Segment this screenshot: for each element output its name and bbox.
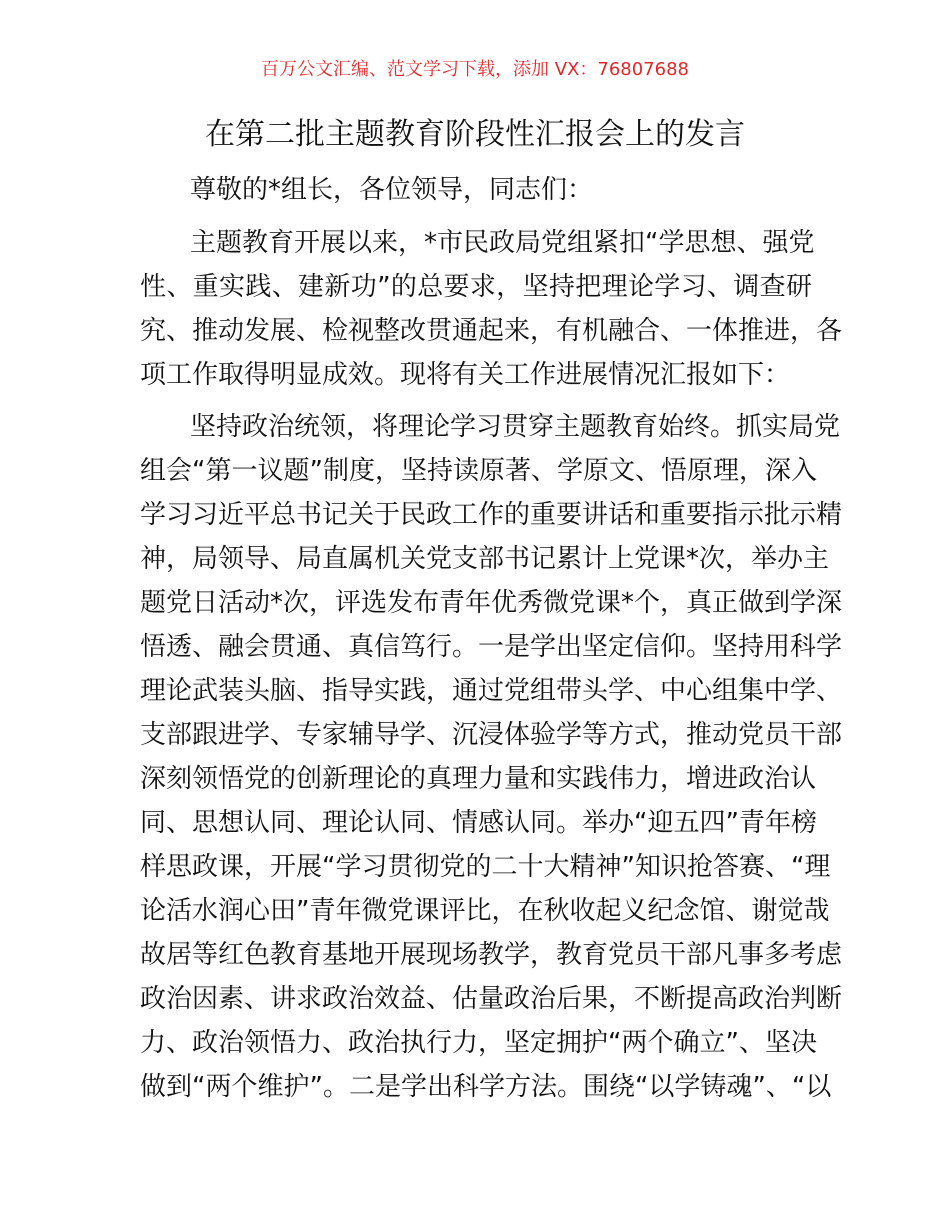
text-line: 理论武装头脑、指导实践，通过党组带头学、中心组集中学、 [140, 676, 843, 706]
text-line: 题党日活动*次，评选发布青年优秀微党课*个，真正做到学深 [140, 588, 843, 618]
text-line: 力、政治领悟力、政治执行力，坚定拥护“两个确立”、坚决 [140, 1028, 817, 1058]
text-line: 政治因素、讲求政治效益、估量政治后果，不断提高政治判断 [140, 984, 843, 1014]
text-line: 同、思想认同、理论认同、情感认同。举办“迎五四”青年榜 [140, 808, 817, 838]
text-line: 究、推动发展、检视整改贯通起来，有机融合、一体推进，各 [140, 316, 843, 346]
text-line: 深刻领悟党的创新理论的真理力量和实践伟力，增进政治认 [140, 764, 817, 794]
text-line: 组会“第一议题”制度，坚持读原著、学原文、悟原理，深入 [140, 456, 817, 486]
text-line: 做到“两个维护”。二是学出科学方法。围绕“以学铸魂”、“以 [140, 1072, 832, 1102]
text-line: 支部跟进学、专家辅导学、沉浸体验学等方式，推动党员干部 [140, 720, 843, 750]
text-line: 悟透、融会贯通、真信笃行。一是学出坚定信仰。坚持用科学 [140, 632, 843, 662]
text-line: 坚持政治统领，将理论学习贯穿主题教育始终。抓实局党 [190, 412, 841, 442]
text-line: 样思政课，开展“学习贯彻党的二十大精神”知识抢答赛、“理 [140, 852, 831, 882]
text-line: 故居等红色教育基地开展现场教学，教育党员干部凡事多考虑 [140, 940, 843, 970]
text-line: 主题教育开展以来，*市民政局党组紧扣“学思想、强党 [190, 228, 815, 258]
header-watermark: 百万公文汇编、范文学习下载，添加 VX：76807688 [261, 59, 689, 80]
text-line: 论活水润心田”青年微党课评比，在秋收起义纪念馆、谢觉哉 [140, 896, 830, 926]
text-line: 学习习近平总书记关于民政工作的重要讲话和重要指示批示精 [140, 500, 843, 530]
text-line: 性、重实践、建新功”的总要求，坚持把理论学习、调查研 [140, 272, 812, 302]
text-line: 项工作取得明显成效。现将有关工作进展情况汇报如下： [140, 360, 791, 390]
document-title: 在第二批主题教育阶段性汇报会上的发言 [205, 117, 745, 152]
greeting: 尊敬的*组长，各位领导，同志们： [190, 175, 594, 205]
text-line: 神，局领导、局直属机关党支部书记累计上党课*次，举办主 [140, 544, 830, 574]
